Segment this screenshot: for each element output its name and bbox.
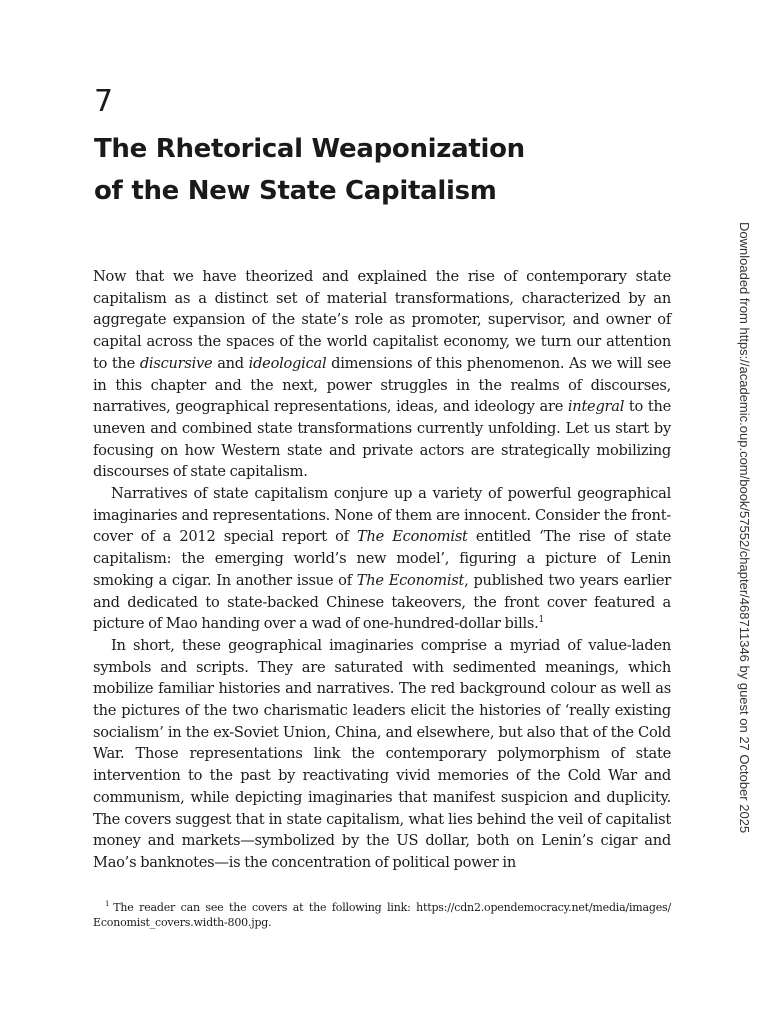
footnote-text: The reader can see the covers at the following link: https://cdn2.opendemocracy.net/media/images/ Economist_covers.width-800.jpg. (93, 901, 671, 929)
footnote (93, 900, 671, 930)
paragraph-2: Narratives of state capitalism conjure up a variety of powerful geographical imaginaries and representations. None of them are innocent. Consider the front-cover of a 2012 special report of The Economist entitled ‘The rise of state capitalism: the emerging world’s new model’, figuring a picture of Lenin smoking a cigar. In another issue of The Economist, published two years earlier and dedicated to state-backed Chinese takeovers, the front cover featured a picture of Mao handing over a wad of one-hundred-dollar bills.$^1$ (93, 485, 671, 633)
emphasis-discursive: discursive (139, 354, 213, 372)
paragraph-3: In short, these geographical imaginaries comprise a myriad of value-laden symbols and scripts. They are saturated with sedimented meanings, which mobilize familiar histories and narratives. The red background colour as well as the pictures of the two charismatic leaders elicit the histories of ‘really existing socialism’ in the ex-Soviet Union, China, and elsewhere, but also that of the Cold War. Those representations link the contemporary polymorphism of state intervention to the past by reactivating vivid memories of the Cold War and communism, while depicting imaginaries that manifest suspicion and duplicity. The covers suggest that in state capitalism, what lies behind the veil of capitalist money and markets—symbolized by the US dollar, both on Lenin’s cigar and Mao’s banknotes—is the concentration of political power in (93, 636, 671, 871)
chapter-title-line-2: of the New State Capitalism (94, 176, 497, 206)
chapter-body (93, 266, 671, 874)
emphasis-integral: integral (567, 398, 625, 416)
download-watermark: Downloaded from https://academic.oup.com/book/57552/chapter/468711346 by guest on 27 October 2025 (737, 222, 752, 834)
chapter-title-line-1: The Rhetorical Weaponization (94, 134, 525, 164)
publication-title: The Economist (357, 528, 468, 546)
emphasis-ideological: ideological (248, 354, 327, 372)
publication-title: The Economist (356, 571, 465, 589)
footnote-number: 1 (105, 900, 110, 909)
footnote-reference[interactable]: 1 (538, 615, 545, 626)
paragraph-1: Now that we have theorized and explained the rise of contemporary state capitalism as a distinct set of material transformations, characterized by an aggregate expansion of the state’s role as promoter, supervisor, and owner of capital across the spaces of the world capitalist economy, we turn our attention to the discursive and ideological dimensions of this phenomenon. As we will see in this chapter and the next, power struggles in the realms of discourses, narratives, geographical representations, ideas, and ideology are integral to the uneven and combined state transformations currently unfolding. Let us start by focusing on how Western state and private actors are strategically mobilizing discourses of state capitalism. (93, 268, 671, 481)
chapter-title (94, 128, 654, 212)
chapter-number: 7 (94, 84, 114, 119)
